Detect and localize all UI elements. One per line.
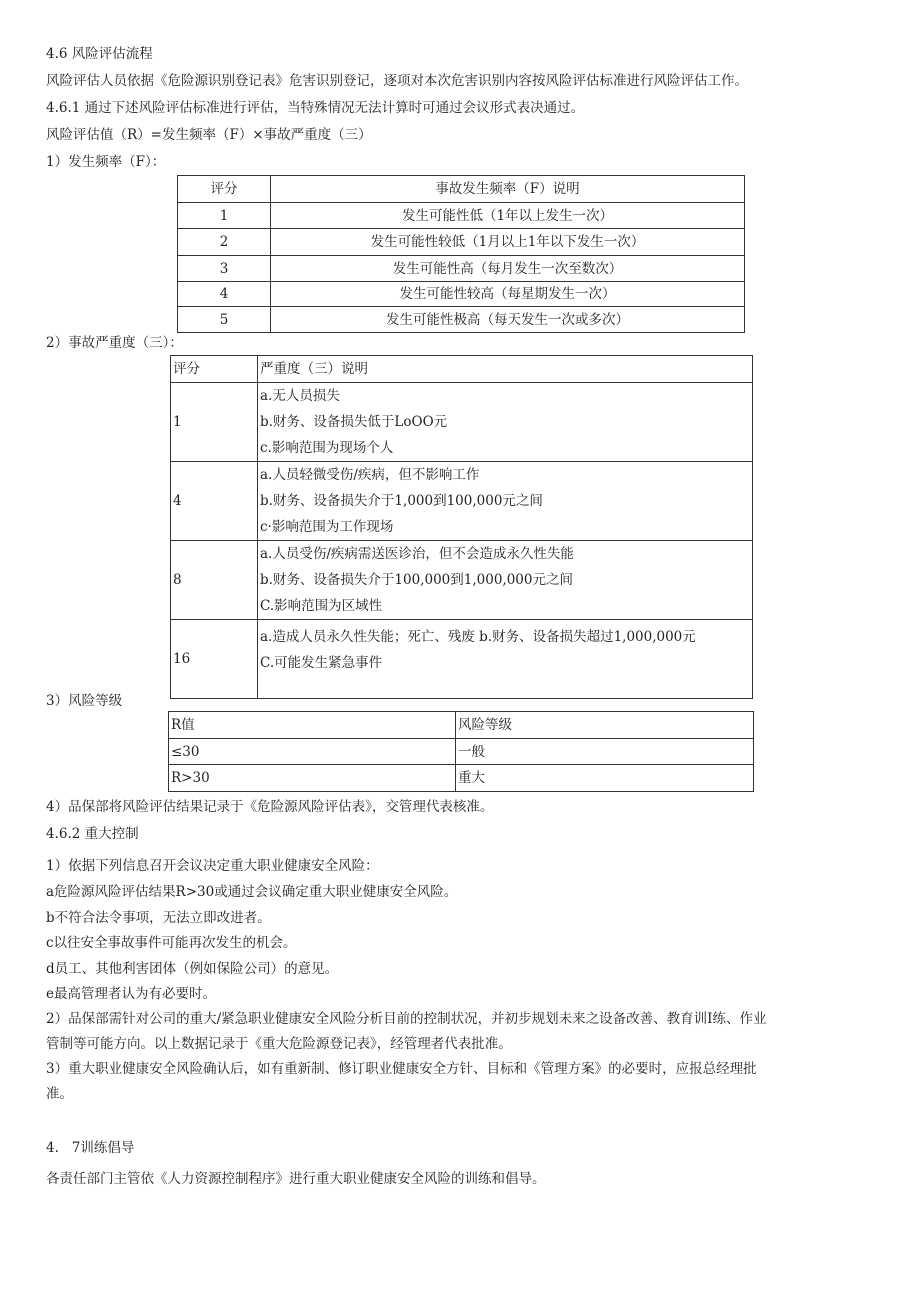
description-cell: 发生可能性低（1年以上发生一次） <box>271 203 745 229</box>
header-cell: 评分 <box>171 356 258 383</box>
frequency-table <box>177 175 745 333</box>
section-4-7-body: 各责任部门主管依《人力资源控制程序》进行重大职业健康安全风险的训练和倡导。 <box>46 1171 546 1187</box>
control-item-b: b不符合法令事项，无法立即改进者。 <box>46 910 271 926</box>
risk-level-cell: 一般 <box>456 739 754 765</box>
table-row <box>171 462 753 541</box>
description-cell: 发生可能性高（每月发生一次至数次） <box>271 256 745 282</box>
section-4-6-2-title: 4.6.2 重大控制 <box>46 826 139 842</box>
table-row <box>169 739 754 765</box>
score-cell: 3 <box>178 256 271 282</box>
control-item-2-line-1: 2）品保部需针对公司的重大/紧急职业健康安全风险分析目前的控制状况，并初步规划未来之设备改善、教育训I练、作业 <box>46 1011 767 1027</box>
control-item-a: a危险源风险评估结果R>30或通过会议确定重大职业健康安全风险。 <box>46 884 458 900</box>
description-cell: 发生可能性极高（每天发生一次或多次） <box>271 307 745 333</box>
table-row <box>171 383 753 462</box>
table-row <box>171 541 753 620</box>
score-cell: 5 <box>178 307 271 333</box>
description-cell <box>258 462 753 541</box>
risk-formula: 风险评估值（R）=发生频率（F）×事故严重度（三） <box>46 127 372 143</box>
description-line: b.财务、设备损失低于LoOO元 <box>260 414 448 430</box>
control-item-3-line-2: 准。 <box>46 1086 73 1102</box>
table-header-row <box>171 356 753 383</box>
description-cell: 发生可能性较低（1月以上1年以下发生一次） <box>271 229 745 256</box>
table-row <box>178 307 745 333</box>
frequency-heading: 1）发生频率（F）： <box>46 154 166 170</box>
table-row <box>169 765 754 792</box>
header-cell: 严重度（三）说明 <box>258 356 753 383</box>
description-line: a.无人员损失 <box>260 388 340 404</box>
table-row <box>171 620 753 699</box>
description-line: a.人员轻微受伤/疾病，但不影响工作 <box>260 467 480 483</box>
header-cell: R值 <box>169 712 456 739</box>
section-4-6-intro: 风险评估人员依据《危险源识别登记表》危害识别登记，逐项对本次危害识别内容按风险评估标准进行风险评估工作。 <box>46 73 748 89</box>
score-cell: 1 <box>171 383 258 462</box>
r-value-cell: R>30 <box>169 765 456 792</box>
control-item-1: 1）依据下列信息召开会议决定重大职业健康安全风险： <box>46 858 379 874</box>
table-row <box>178 203 745 229</box>
control-item-d: d员工、其他利害团体（例如保险公司）的意见。 <box>46 961 339 977</box>
table-header-row <box>178 176 745 203</box>
header-cell: 评分 <box>178 176 271 203</box>
description-line: c·影响范围为工作现场 <box>260 519 394 535</box>
description-line: b.财务、设备损失介于100,000到1,000,000元之间 <box>260 572 573 588</box>
severity-table <box>170 355 753 699</box>
control-item-e: e最高管理者认为有必要时。 <box>46 986 216 1002</box>
control-item-3-line-1: 3）重大职业健康安全风险确认后，如有重新制、修订职业健康安全方针、目标和《管理方案》的必要时，应报总经理批 <box>46 1061 757 1077</box>
r-value-cell: ≤30 <box>169 739 456 765</box>
description-cell <box>258 383 753 462</box>
severity-heading: 2）事故严重度（三）： <box>46 335 183 351</box>
table-row <box>178 256 745 282</box>
description-line: a.造成人员永久性失能；死亡、残废 b.财务、设备损失超过1,000,000元 <box>260 629 696 645</box>
description-cell <box>258 541 753 620</box>
score-cell: 4 <box>171 462 258 541</box>
risk-level-table <box>168 711 754 792</box>
section-4-7-title: 4. 7训练倡导 <box>46 1140 135 1156</box>
description-line: c.影响范围为现场个人 <box>260 440 394 456</box>
section-4-6-1: 4.6.1 通过下述风险评估标准进行评估，当特殊情况无法计算时可通过会议形式表决通过。 <box>46 100 585 116</box>
section-4-6-title: 4.6 风险评估流程 <box>46 46 153 62</box>
score-cell: 4 <box>178 282 271 307</box>
description-line: C.影响范围为区域性 <box>260 598 383 614</box>
score-cell: 8 <box>171 541 258 620</box>
table-header-row <box>169 712 754 739</box>
table-row <box>178 282 745 307</box>
score-cell: 2 <box>178 229 271 256</box>
description-cell <box>258 620 753 699</box>
description-line: b.财务、设备损失介于1,000到100,000元之间 <box>260 493 543 509</box>
risk-level-heading: 3）风险等级 <box>46 693 123 709</box>
description-line: C.可能发生紧急事件 <box>260 655 383 671</box>
control-item-c: c以往安全事故事件可能再次发生的机会。 <box>46 935 297 951</box>
header-cell: 风险等级 <box>456 712 754 739</box>
item-4-record: 4）品保部将风险评估结果记录于《危险源风险评估表》，交管理代表核准。 <box>46 799 494 815</box>
score-cell: 16 <box>171 620 258 699</box>
header-cell: 事故发生频率（F）说明 <box>271 176 745 203</box>
description-line: a.人员受伤/疾病需送医诊治，但不会造成永久性失能 <box>260 546 574 562</box>
table-row <box>178 229 745 256</box>
risk-level-cell: 重大 <box>456 765 754 792</box>
score-cell: 1 <box>178 203 271 229</box>
control-item-2-line-2: 管制等可能方向。以上数据记录于《重大危险源登记表》，经管理者代表批准。 <box>46 1036 512 1052</box>
description-cell: 发生可能性较高（每星期发生一次） <box>271 282 745 307</box>
